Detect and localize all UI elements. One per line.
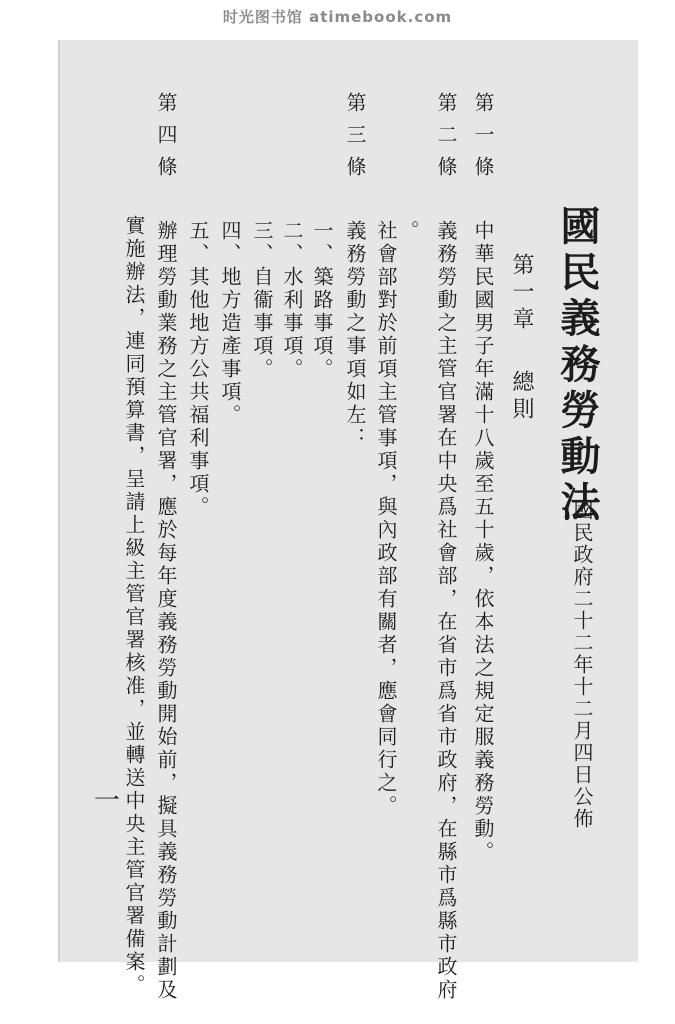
article-3-label: 第三條 bbox=[343, 92, 367, 188]
chapter-number: 第一章 bbox=[509, 253, 534, 334]
article-2-text-line-2: 。 bbox=[396, 220, 420, 243]
page-number: 一 bbox=[94, 786, 121, 816]
scanned-page bbox=[58, 40, 638, 1002]
article-4-label: 第四條 bbox=[154, 92, 178, 188]
article-3-item-3: 三、自衞事項。 bbox=[250, 220, 274, 381]
article-2-text-line-1: 義務勞動之主管官署在中央爲社會部，在省市爲省市政府，在縣市爲縣市政府 bbox=[434, 220, 458, 1002]
article-3-text: 義務勞動之事項如左： bbox=[343, 220, 367, 450]
article-1-label: 第一條 bbox=[471, 92, 495, 188]
article-3-item-4: 四、地方造產事項。 bbox=[218, 220, 242, 427]
article-4-text-line-1: 辦理勞動業務之主管官署，應於每年度義務勞動開始前，擬具義務勞動計劃及 bbox=[154, 220, 178, 1002]
promulgation-date: 國民政府二十二年十二月四日公佈 bbox=[570, 500, 594, 830]
article-1-text: 中華民國男子年滿十八歲至五十歲，依本法之規定服義務勞動。 bbox=[471, 220, 495, 864]
article-2-label: 第二條 bbox=[434, 92, 458, 188]
article-3-item-5: 五、其他地方公共福利事項。 bbox=[186, 220, 210, 519]
chapter-name: 總則 bbox=[509, 370, 534, 424]
law-title: 國民義務勞動法 bbox=[554, 205, 601, 527]
article-4-text-line-2: 實施辦法，連同預算書，呈請上級主管官署核准，並轉送中央主管官署備案。 bbox=[122, 215, 146, 997]
article-3-item-2: 二、水利事項。 bbox=[280, 220, 304, 381]
site-watermark: 时光图书馆 atimebook.com bbox=[222, 8, 453, 26]
article-3-item-1: 一、築路事項。 bbox=[310, 220, 334, 381]
article-3-intro-line: 社會部對於前項主管事項，與內政部有關者，應會同行之。 bbox=[374, 220, 398, 818]
